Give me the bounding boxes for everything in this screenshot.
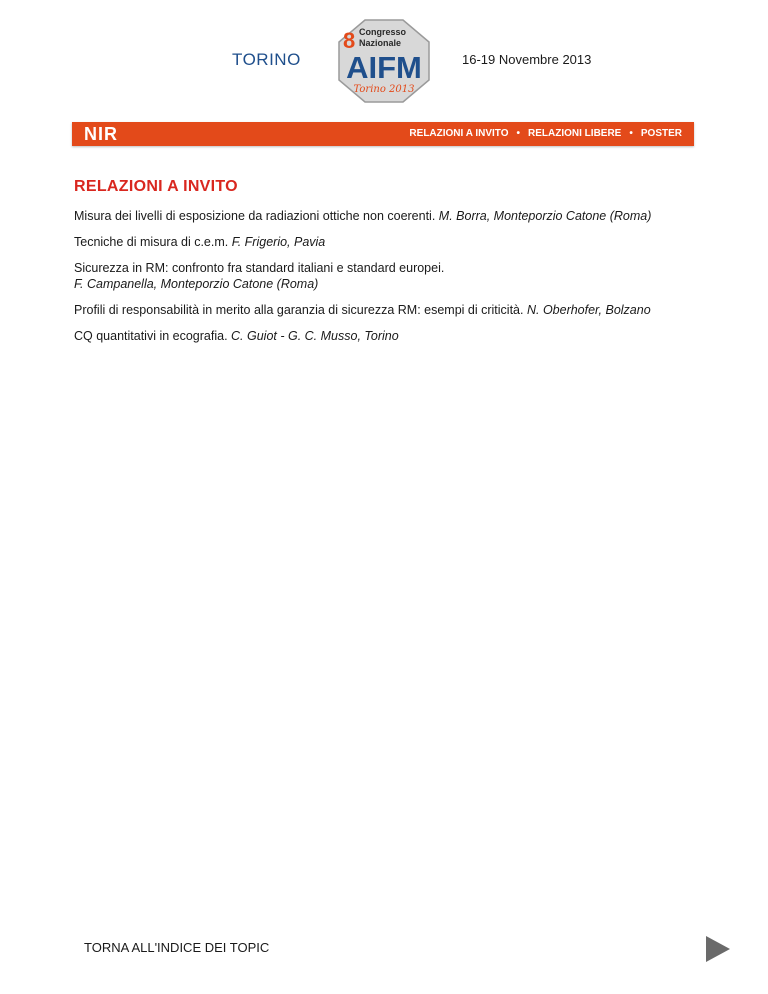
- logo-line1: Congresso: [359, 27, 407, 37]
- nav-relazioni-libere[interactable]: RELAZIONI LIBERE: [528, 128, 622, 139]
- logo-acronym: AIFM: [346, 50, 422, 85]
- nav-separator: •: [516, 128, 521, 139]
- talk-item: [74, 260, 714, 292]
- logo-number: 8: [343, 28, 356, 53]
- talk-item: [74, 328, 714, 344]
- talk-author: C. Guiot - G. C. Musso, Torino: [231, 329, 399, 343]
- talk-title: CQ quantitativi in ecografia.: [74, 329, 232, 343]
- talk-title: Tecniche di misura di c.e.m.: [74, 235, 232, 249]
- section-nav: [409, 128, 682, 139]
- section-title: NIR: [84, 124, 118, 144]
- next-page-arrow-icon[interactable]: [706, 936, 730, 962]
- nav-poster[interactable]: POSTER: [640, 128, 682, 139]
- subheading: RELAZIONI A INVITO: [74, 178, 238, 195]
- talk-title: Profili di responsabilità in merito alla garanzia di sicurezza RM: esempi di criticità.: [74, 303, 527, 317]
- talk-author: F. Campanella, Monteporzio Catone (Roma): [74, 277, 319, 291]
- nav-separator: •: [629, 128, 633, 139]
- talk-title: Sicurezza in RM: confronto fra standard italiani e standard europei.: [74, 261, 445, 275]
- congress-logo: [337, 18, 431, 104]
- talk-author: M. Borra, Monteporzio Catone (Roma): [438, 209, 652, 223]
- nav-relazioni-invito[interactable]: RELAZIONI A INVITO: [409, 128, 509, 139]
- talk-item: [74, 302, 714, 318]
- back-to-index-link[interactable]: TORNA ALL'INDICE DEI TOPIC: [84, 940, 270, 955]
- talk-item: [74, 208, 714, 224]
- talk-author: N. Oberhofer, Bolzano: [526, 303, 651, 317]
- talk-title: Misura dei livelli di esposizione da radiazioni ottiche non coerenti.: [74, 209, 439, 223]
- logo-line2: Nazionale: [359, 38, 402, 48]
- header-dates: 16-19 Novembre 2013: [462, 52, 592, 67]
- talk-author: F. Frigerio, Pavia: [231, 235, 326, 249]
- section-bar: [72, 122, 694, 146]
- logo-script: Torino 2013: [353, 84, 415, 95]
- talk-item: [74, 234, 714, 250]
- talk-list: [74, 208, 714, 354]
- header-city: TORINO: [232, 50, 301, 69]
